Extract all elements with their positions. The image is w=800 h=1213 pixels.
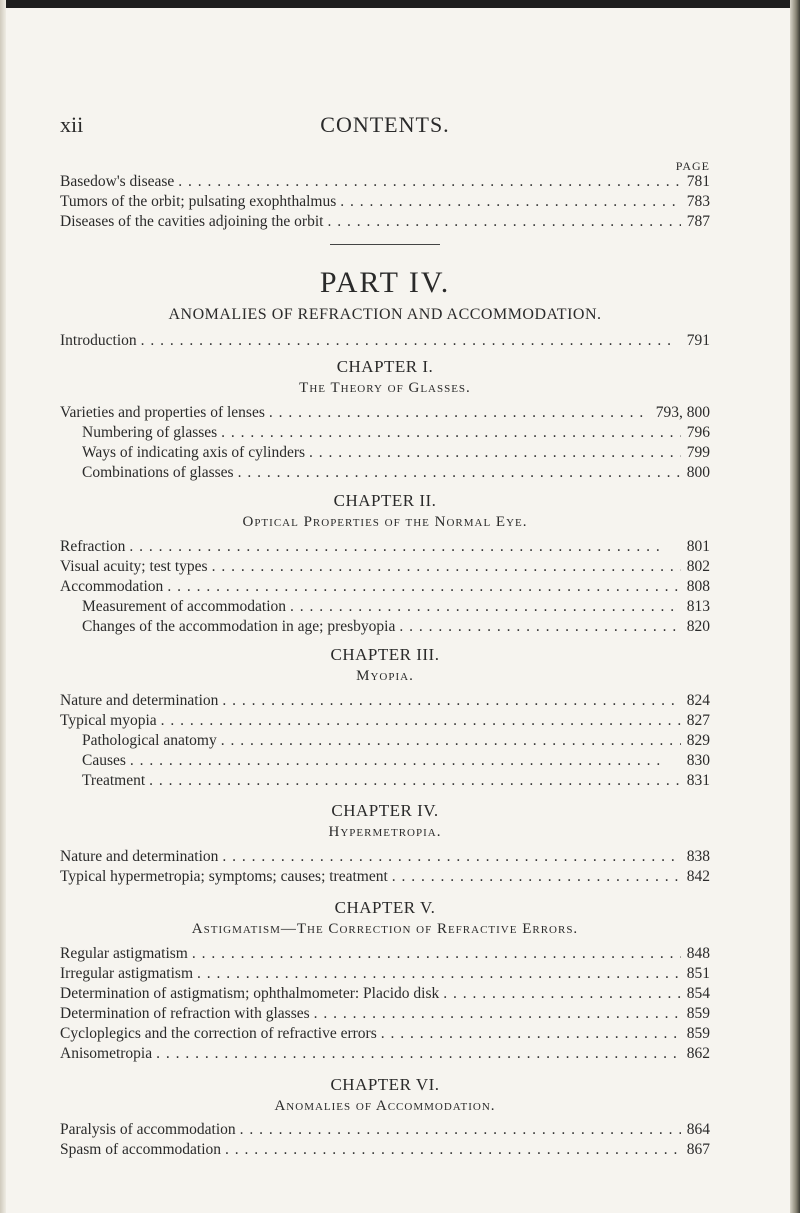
chapter-subheading: Hypermetropia. <box>328 824 442 840</box>
entry-page: 830 <box>686 752 710 769</box>
toc-entry <box>60 192 710 212</box>
entry-label: Accommodation <box>60 578 164 595</box>
entry-label: Regular astigmatism <box>60 945 188 962</box>
entry-label: Combinations of glasses <box>82 464 234 481</box>
entry-label: Basedow's disease <box>60 173 175 190</box>
dot-leader <box>225 1140 681 1160</box>
toc-entry <box>60 1140 710 1160</box>
entry-page: 808 <box>686 578 710 595</box>
entry-page: 848 <box>686 945 710 962</box>
dot-leader <box>238 463 681 483</box>
entry-page: 867 <box>686 1141 710 1158</box>
entry-label: Introduction <box>60 332 137 349</box>
chapter-heading: CHAPTER VI. <box>330 1075 440 1094</box>
toc-entry <box>60 577 710 597</box>
page-top-border <box>0 0 800 8</box>
dot-leader <box>130 751 681 771</box>
toc-entry <box>82 617 710 637</box>
entry-label: Nature and determination <box>60 692 219 709</box>
entry-page: 802 <box>686 558 710 575</box>
entry-page: 796 <box>686 424 710 441</box>
chapter-heading: CHAPTER III. <box>330 645 440 664</box>
toc-entry <box>60 711 710 731</box>
chapter-heading: CHAPTER II. <box>333 491 437 510</box>
page-right-edge <box>790 0 800 1213</box>
dot-leader <box>192 944 681 964</box>
dot-leader <box>314 1004 681 1024</box>
toc-entry <box>60 984 710 1004</box>
entry-label: Visual acuity; test types <box>60 558 208 575</box>
toc-entry <box>60 867 710 887</box>
entry-page: 783 <box>686 193 710 210</box>
entry-label: Typical myopia <box>60 712 157 729</box>
toc-entry <box>60 1044 710 1064</box>
entry-page: 829 <box>686 732 710 749</box>
toc-entry <box>60 944 710 964</box>
entry-page: 799 <box>686 444 710 461</box>
toc-entry <box>60 1024 710 1044</box>
entry-page: 813 <box>686 598 710 615</box>
dot-leader <box>149 771 681 791</box>
dot-leader <box>222 691 680 711</box>
dot-leader <box>212 557 681 577</box>
running-title: CONTENTS. <box>320 112 450 137</box>
dot-leader <box>290 597 681 617</box>
dot-leader <box>240 1120 681 1140</box>
part-title: PART IV. <box>319 266 451 299</box>
toc-entry <box>60 847 710 867</box>
entry-page: 791 <box>686 332 710 349</box>
entry-page: 800 <box>686 464 710 481</box>
toc-entry <box>60 557 710 577</box>
entry-label: Nature and determination <box>60 848 219 865</box>
entry-label: Irregular astigmatism <box>60 965 193 982</box>
entry-label: Spasm of accommodation <box>60 1141 221 1158</box>
running-head <box>60 112 710 142</box>
entry-label: Changes of the accommodation in age; presbyopia <box>82 618 396 635</box>
dot-leader <box>443 984 680 1004</box>
dot-leader <box>309 443 681 463</box>
page-number: xii <box>60 112 84 137</box>
entry-page: 781 <box>686 173 710 190</box>
entry-page: 859 <box>686 1005 710 1022</box>
dot-leader <box>197 964 681 984</box>
section-rule <box>330 244 440 245</box>
chapter-subheading: Astigmatism—The Correction of Refractive Errors. <box>191 921 579 937</box>
entry-page: 851 <box>686 965 710 982</box>
dot-leader <box>269 403 650 423</box>
dot-leader <box>221 731 681 751</box>
entry-label: Refraction <box>60 538 126 555</box>
toc-entry <box>82 423 710 443</box>
entry-page: 862 <box>686 1045 710 1062</box>
toc-entry <box>60 691 710 711</box>
chapter-heading: CHAPTER IV. <box>331 801 439 820</box>
dot-leader <box>340 192 680 212</box>
toc-entry <box>60 537 710 557</box>
dot-leader <box>221 423 681 443</box>
entry-label: Determination of astigmatism; ophthalmometer: Placido disk <box>60 985 440 1002</box>
entry-page: 787 <box>686 213 710 230</box>
dot-leader <box>399 617 680 637</box>
toc-entry <box>60 172 710 192</box>
entry-label: Treatment <box>82 772 146 789</box>
entry-label: Measurement of accommodation <box>82 598 287 615</box>
dot-leader <box>161 711 681 731</box>
toc-entry <box>60 1120 710 1140</box>
entry-page: 824 <box>686 692 710 709</box>
dot-leader <box>156 1044 681 1064</box>
entry-page: 801 <box>686 538 710 555</box>
chapter-subheading: Optical Properties of the Normal Eye. <box>242 514 528 530</box>
entry-page: 838 <box>686 848 710 865</box>
entry-label: Anisometropia <box>60 1045 153 1062</box>
entry-label: Paralysis of accommodation <box>60 1121 236 1138</box>
toc-entry-introduction <box>60 331 710 351</box>
entry-label: Tumors of the orbit; pulsating exophthalmus <box>60 193 337 210</box>
toc-entry <box>82 443 710 463</box>
entry-label: Ways of indicating axis of cylinders <box>82 444 306 461</box>
dot-leader <box>381 1024 681 1044</box>
chapter-heading: CHAPTER I. <box>336 357 434 376</box>
chapter-subheading: Myopia. <box>356 668 414 684</box>
page-column-label: PAGE <box>675 159 710 173</box>
dot-leader <box>222 847 680 867</box>
entry-label: Diseases of the cavities adjoining the orbit <box>60 213 324 230</box>
entry-page: 831 <box>686 772 710 789</box>
dot-leader <box>141 331 681 351</box>
entry-page: 864 <box>686 1121 710 1138</box>
dot-leader <box>392 867 681 887</box>
toc-entry <box>82 597 710 617</box>
toc-entry <box>82 771 710 791</box>
chapter-subheading: Anomalies of Accommodation. <box>274 1098 496 1114</box>
entry-page: 820 <box>686 618 710 635</box>
toc-entry <box>60 964 710 984</box>
toc-entry <box>82 463 710 483</box>
toc-entry <box>60 212 710 232</box>
dot-leader <box>167 577 680 597</box>
entry-label: Numbering of glasses <box>82 424 218 441</box>
part-subtitle: ANOMALIES OF REFRACTION AND ACCOMMODATION. <box>168 306 602 323</box>
toc-entry <box>60 1004 710 1024</box>
entry-label: Determination of refraction with glasses <box>60 1005 310 1022</box>
entry-page: 859 <box>686 1025 710 1042</box>
page-left-edge <box>0 0 6 1213</box>
entry-page: 842 <box>686 868 710 885</box>
entry-page: 827 <box>686 712 710 729</box>
entry-label: Varieties and properties of lenses <box>60 404 265 421</box>
entry-page: 854 <box>686 985 710 1002</box>
entry-page: 793, 800 <box>655 404 710 421</box>
toc-entry <box>82 731 710 751</box>
entry-label: Typical hypermetropia; symptoms; causes; treatment <box>60 868 388 885</box>
entry-label: Pathological anatomy <box>82 732 217 749</box>
toc-entry <box>82 751 710 771</box>
chapter-subheading: The Theory of Glasses. <box>299 380 471 396</box>
toc-entry <box>60 403 710 423</box>
entry-label: Cycloplegics and the correction of refractive errors <box>60 1025 377 1042</box>
dot-leader <box>178 172 680 192</box>
dot-leader <box>129 537 680 557</box>
chapter-heading: CHAPTER V. <box>334 898 436 917</box>
entry-label: Causes <box>82 752 126 769</box>
dot-leader <box>327 212 680 232</box>
